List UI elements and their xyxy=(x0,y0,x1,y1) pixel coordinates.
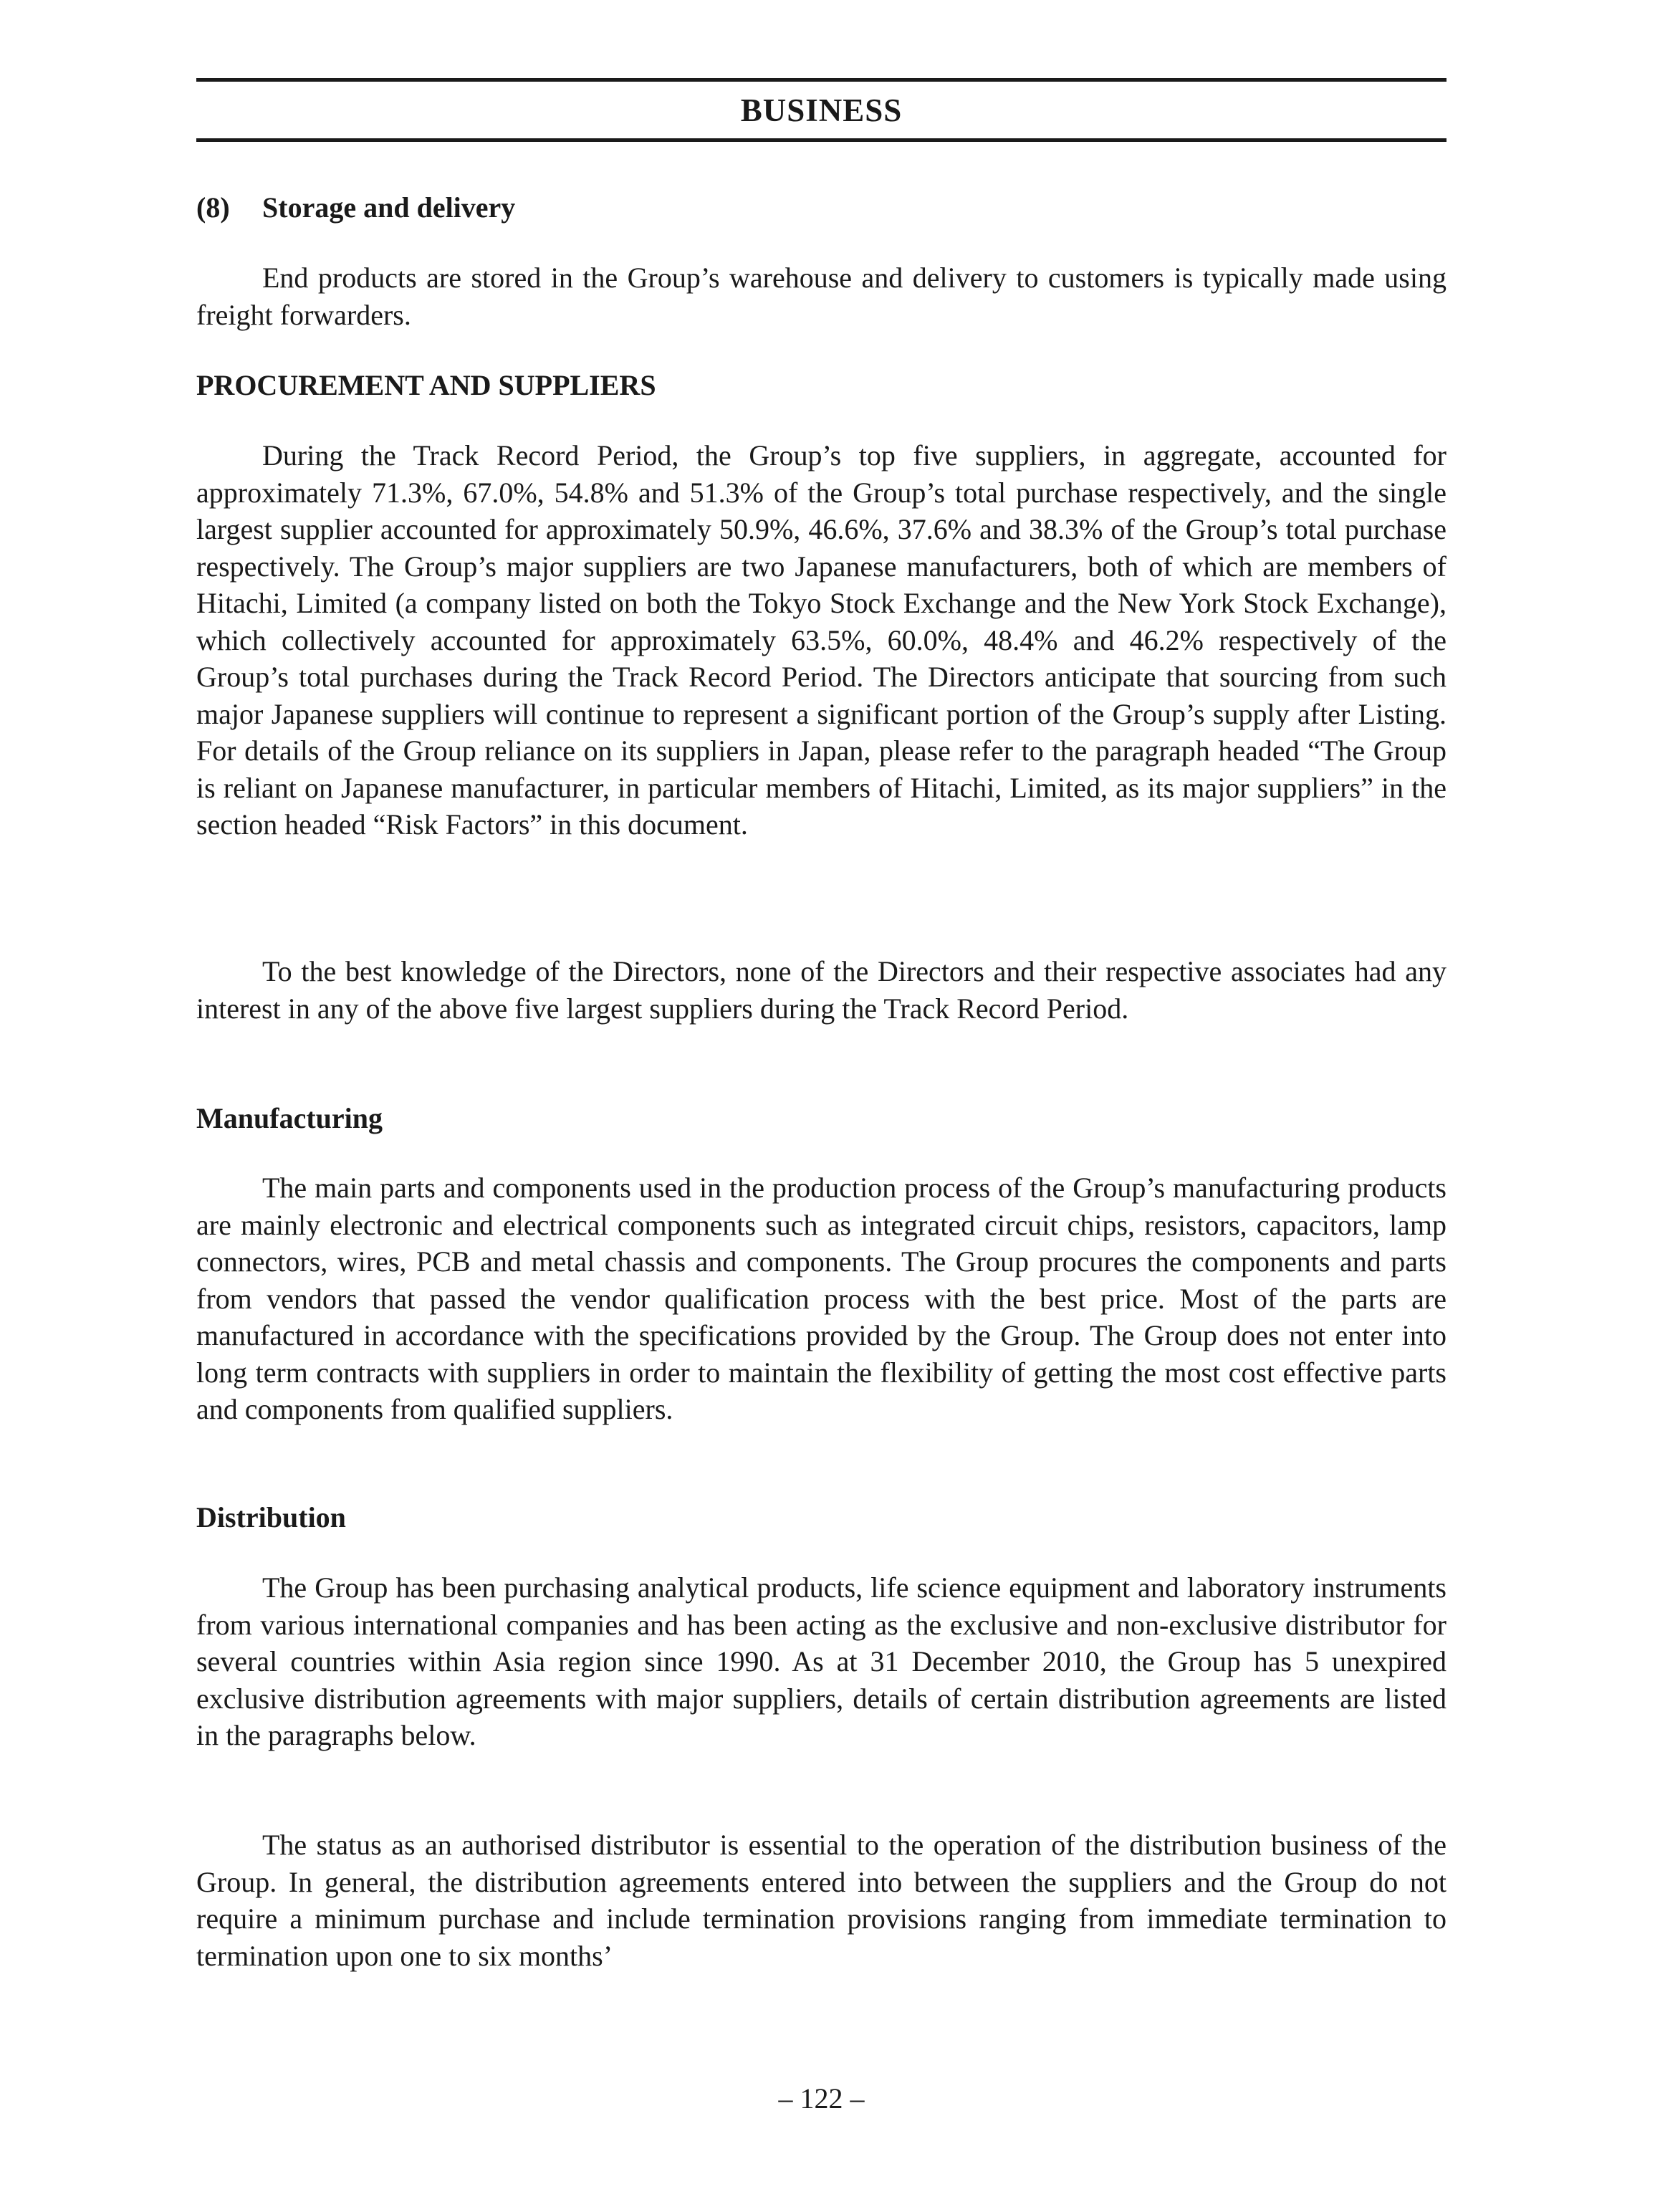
storage-paragraph: End products are stored in the Group’s warehouse and delivery to customers is typically made using freight forwarders. xyxy=(196,262,1446,331)
distribution-paragraph-1: The Group has been purchasing analytical products, life science equipment and laboratory instruments from various international companies and has been acting as the exclusive and non-exclusive distributor for several countries within Asia region since 1990. As at 31 December 2010, the Group has 5 unexpired exclusive distribution agreements with major suppliers, details of certain distribution agreements are listed in the paragraphs below. xyxy=(196,1571,1446,1751)
header-rule-bottom xyxy=(196,138,1446,142)
manufacturing-paragraph: The main parts and components used in the production process of the Group’s manufacturing products are mainly electronic and electrical components such as integrated circuit chips, resistors, capacitors, lamp connectors, wires, PCB and metal chassis and components. The Group procures the components and parts from vendors that passed the vendor qualification process with the best price. Most of the parts are manufactured in accordance with the specifications provided by the Group. The Group does not enter into long term contracts with suppliers in order to maintain the flexibility of getting the most cost effective parts and components from qualified suppliers. xyxy=(196,1172,1446,1425)
storage-heading xyxy=(196,189,515,226)
procurement-paragraph-2: To the best knowledge of the Directors, none of the Directors and their respective associates had any interest in any of the above five largest suppliers during the Track Record Period. xyxy=(196,955,1446,1025)
storage-heading-number: (8) xyxy=(196,191,230,224)
manufacturing-heading: Manufacturing xyxy=(196,1102,383,1134)
distribution-paragraph-2: The status as an authorised distributor is essential to the operation of the distribution business of the Group. In general, the distribution agreements entered into between the suppliers and the Group do not require a minimum purchase and include termination provisions ranging from immediate termination to termination upon one to six months’ xyxy=(196,1829,1446,1972)
procurement-heading: PROCUREMENT AND SUPPLIERS xyxy=(196,369,656,401)
header-rule-top xyxy=(196,78,1446,82)
storage-heading-title: Storage and delivery xyxy=(262,191,516,224)
distribution-heading: Distribution xyxy=(196,1501,346,1533)
procurement-paragraph-1: During the Track Record Period, the Group’s top five suppliers, in aggregate, accounted for approximately 71.3%, 67.0%, 54.8% and 51.3% of the Group’s total purchase respectively, and the single largest supplier accounted for approximately 50.9%, 46.6%, 37.6% and 38.3% of the Group’s total purchase respectively. The Group’s major suppliers are two Japanese manufacturers, both of which are members of Hitachi, Limited (a company listed on both the Tokyo Stock Exchange and the New York Stock Exchange), which collectively accounted for approximately 63.5%, 60.0%, 48.4% and 46.2% respectively of the Group’s total purchases during the Track Record Period. The Directors anticipate that sourcing from such major Japanese suppliers will continue to represent a significant portion of the Group’s supply after Listing. For details of the Group reliance on its suppliers in Japan, please refer to the paragraph headed “The Group is reliant on Japanese manufacturer, in particular members of Hitachi, Limited, as its major suppliers” in the section headed “Risk Factors” in this document. xyxy=(196,439,1446,841)
page-number: – 122 – xyxy=(778,2082,865,2115)
running-title: BUSINESS xyxy=(740,92,903,128)
